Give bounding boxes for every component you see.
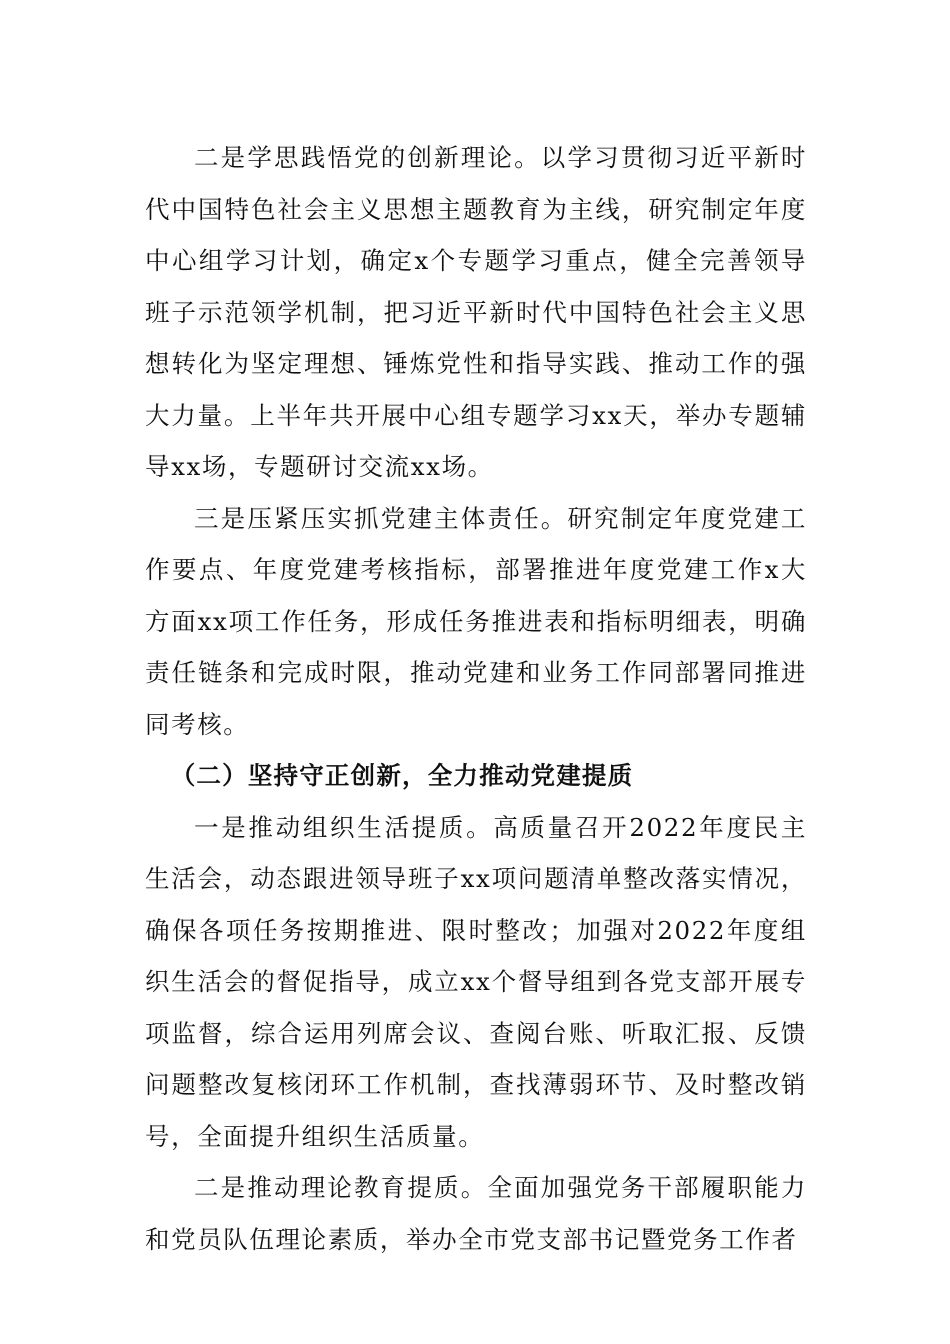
section-heading-2: （二）坚持守正创新，全力推动党建提质 [170, 761, 634, 790]
paragraph-study-theory: 二是学思践悟党的创新理论。以学习贯彻习近平新时代中国特色社会主义思想主题教育为主线，研究制定年度中心组学习计划，确定x个专题学习重点，健全完善领导班子示范领学机制，把习近平新时代中国特色社会主义思想转化为坚定理想、锤炼党性和指导实践、推动工作的强大力量。上半年共开展中心组专题学习xx天，举办专题辅导xx场，专题研讨交流xx场。 [145, 143, 807, 481]
paragraph-organization-life: 一是推动组织生活提质。高质量召开2022年度民主生活会，动态跟进领导班子xx项问题清单整改落实情况，确保各项任务按期推进、限时整改；加强对2022年度组织生活会的督促指导，成立xx个督导组到各党支部开展专项监督，综合运用列席会议、查阅台账、听取汇报、反馈问题整改复核闭环工作机制，查找薄弱环节、及时整改销号，全面提升组织生活质量。 [145, 812, 807, 1151]
paragraph-party-responsibility: 三是压紧压实抓党建主体责任。研究制定年度党建工作要点、年度党建考核指标，部署推进年度党建工作x大方面xx项工作任务，形成任务推进表和指标明细表，明确责任链条和完成时限，推动党建和业务工作同部署同推进同考核。 [145, 503, 807, 739]
document-page [145, 132, 807, 1265]
paragraph-theory-education: 二是推动理论教育提质。全面加强党务干部履职能力和党员队伍理论素质，举办全市党支部书记暨党务工作者 [145, 1173, 807, 1254]
